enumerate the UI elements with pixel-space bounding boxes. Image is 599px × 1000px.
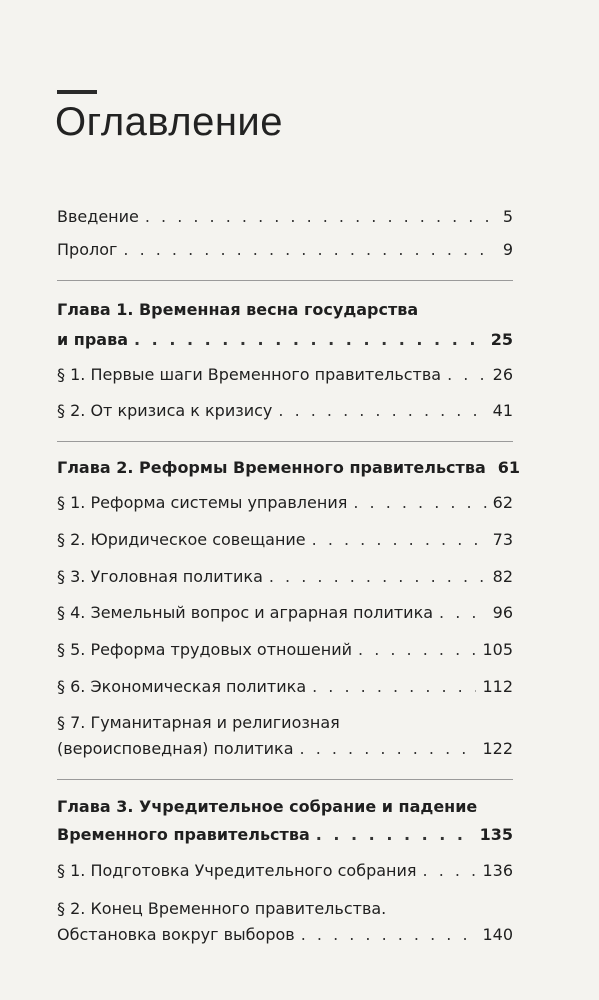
leader-dots bbox=[145, 204, 497, 230]
toc-entry-ch2-sec7[interactable] bbox=[57, 736, 513, 762]
entry-title: Пролог bbox=[57, 240, 118, 259]
toc-entry-introduction[interactable] bbox=[57, 204, 513, 230]
entry-page: 112 bbox=[482, 677, 513, 696]
leader-dots bbox=[301, 922, 477, 948]
page-title: Оглавление bbox=[55, 100, 284, 144]
toc-entry-ch2-sec3[interactable] bbox=[57, 564, 513, 590]
toc-entry-ch1-sec2[interactable] bbox=[57, 398, 513, 424]
leader-dots bbox=[300, 736, 477, 762]
leader-dots bbox=[353, 490, 486, 516]
entry-title-line2: (вероисповедная) политика bbox=[57, 739, 294, 758]
toc-entry-prologue[interactable] bbox=[57, 237, 513, 263]
entry-page: 82 bbox=[492, 567, 513, 586]
entry-page: 135 bbox=[479, 825, 513, 844]
entry-page: 96 bbox=[492, 603, 513, 622]
leader-dots bbox=[312, 674, 476, 700]
divider bbox=[57, 441, 513, 442]
divider bbox=[57, 779, 513, 780]
entry-page: 136 bbox=[482, 861, 513, 880]
entry-title-line2: Обстановка вокруг выборов bbox=[57, 925, 295, 944]
entry-title: § 1. Подготовка Учредительного собрания bbox=[57, 861, 417, 880]
entry-title: § 1. Первые шаги Временного правительства bbox=[57, 365, 442, 384]
entry-title: § 5. Реформа трудовых отношений bbox=[57, 640, 353, 659]
toc-entry-ch2-sec1[interactable] bbox=[57, 490, 513, 516]
chapter-1-title-line1[interactable]: Глава 1. Временная весна государства bbox=[57, 300, 419, 319]
chapter-title-line2: и права bbox=[57, 330, 129, 349]
entry-title: § 4. Земельный вопрос и аграрная политика bbox=[57, 603, 434, 622]
entry-page: 73 bbox=[492, 530, 513, 549]
entry-page: 9 bbox=[502, 240, 513, 259]
toc-entry-chapter-3[interactable] bbox=[57, 822, 513, 848]
toc-entry-ch2-sec2[interactable] bbox=[57, 527, 513, 553]
entry-page: 25 bbox=[490, 330, 513, 349]
entry-title: § 6. Экономическая политика bbox=[57, 677, 307, 696]
leader-dots bbox=[312, 527, 487, 553]
entry-page: 61 bbox=[497, 458, 520, 477]
entry-page: 140 bbox=[482, 925, 513, 944]
leader-dots bbox=[134, 327, 485, 353]
leader-dots bbox=[278, 398, 486, 424]
leader-dots bbox=[423, 858, 477, 884]
entry-page: 122 bbox=[482, 739, 513, 758]
leader-dots bbox=[316, 822, 474, 848]
chapter-3-title-line1[interactable]: Глава 3. Учредительное собрание и падение bbox=[57, 797, 478, 816]
entry-page: 105 bbox=[482, 640, 513, 659]
leader-dots bbox=[123, 237, 496, 263]
entry-title: § 2. От кризиса к кризису bbox=[57, 401, 273, 420]
entry-page: 26 bbox=[492, 365, 513, 384]
entry-title: § 2. Юридическое совещание bbox=[57, 530, 306, 549]
chapter-title: Глава 2. Реформы Временного правительства bbox=[57, 458, 486, 477]
toc-entry-ch3-sec1[interactable] bbox=[57, 858, 513, 884]
toc-entry-chapter-2[interactable] bbox=[57, 455, 520, 481]
ch2-sec7-title-line1[interactable]: § 7. Гуманитарная и религиозная bbox=[57, 713, 340, 732]
leader-dots bbox=[447, 362, 487, 388]
leader-dots bbox=[269, 564, 487, 590]
toc-entry-ch1-sec1[interactable] bbox=[57, 362, 513, 388]
entry-title: § 3. Уголовная политика bbox=[57, 567, 263, 586]
toc-entry-ch3-sec2[interactable] bbox=[57, 922, 513, 948]
entry-page: 5 bbox=[502, 207, 513, 226]
toc-entry-ch2-sec5[interactable] bbox=[57, 637, 513, 663]
toc-entry-chapter-1[interactable] bbox=[57, 327, 513, 353]
entry-title: § 1. Реформа системы управления bbox=[57, 493, 348, 512]
chapter-title-line2: Временного правительства bbox=[57, 825, 310, 844]
leader-dots bbox=[439, 600, 487, 626]
toc-entry-ch2-sec6[interactable] bbox=[57, 674, 513, 700]
leader-dots bbox=[358, 637, 476, 663]
divider bbox=[57, 280, 513, 281]
entry-page: 62 bbox=[492, 493, 513, 512]
toc-entry-ch2-sec4[interactable] bbox=[57, 600, 513, 626]
heading-rule bbox=[57, 90, 97, 94]
entry-page: 41 bbox=[492, 401, 513, 420]
entry-title: Введение bbox=[57, 207, 139, 226]
ch3-sec2-title-line1[interactable]: § 2. Конец Временного правительства. bbox=[57, 899, 387, 918]
